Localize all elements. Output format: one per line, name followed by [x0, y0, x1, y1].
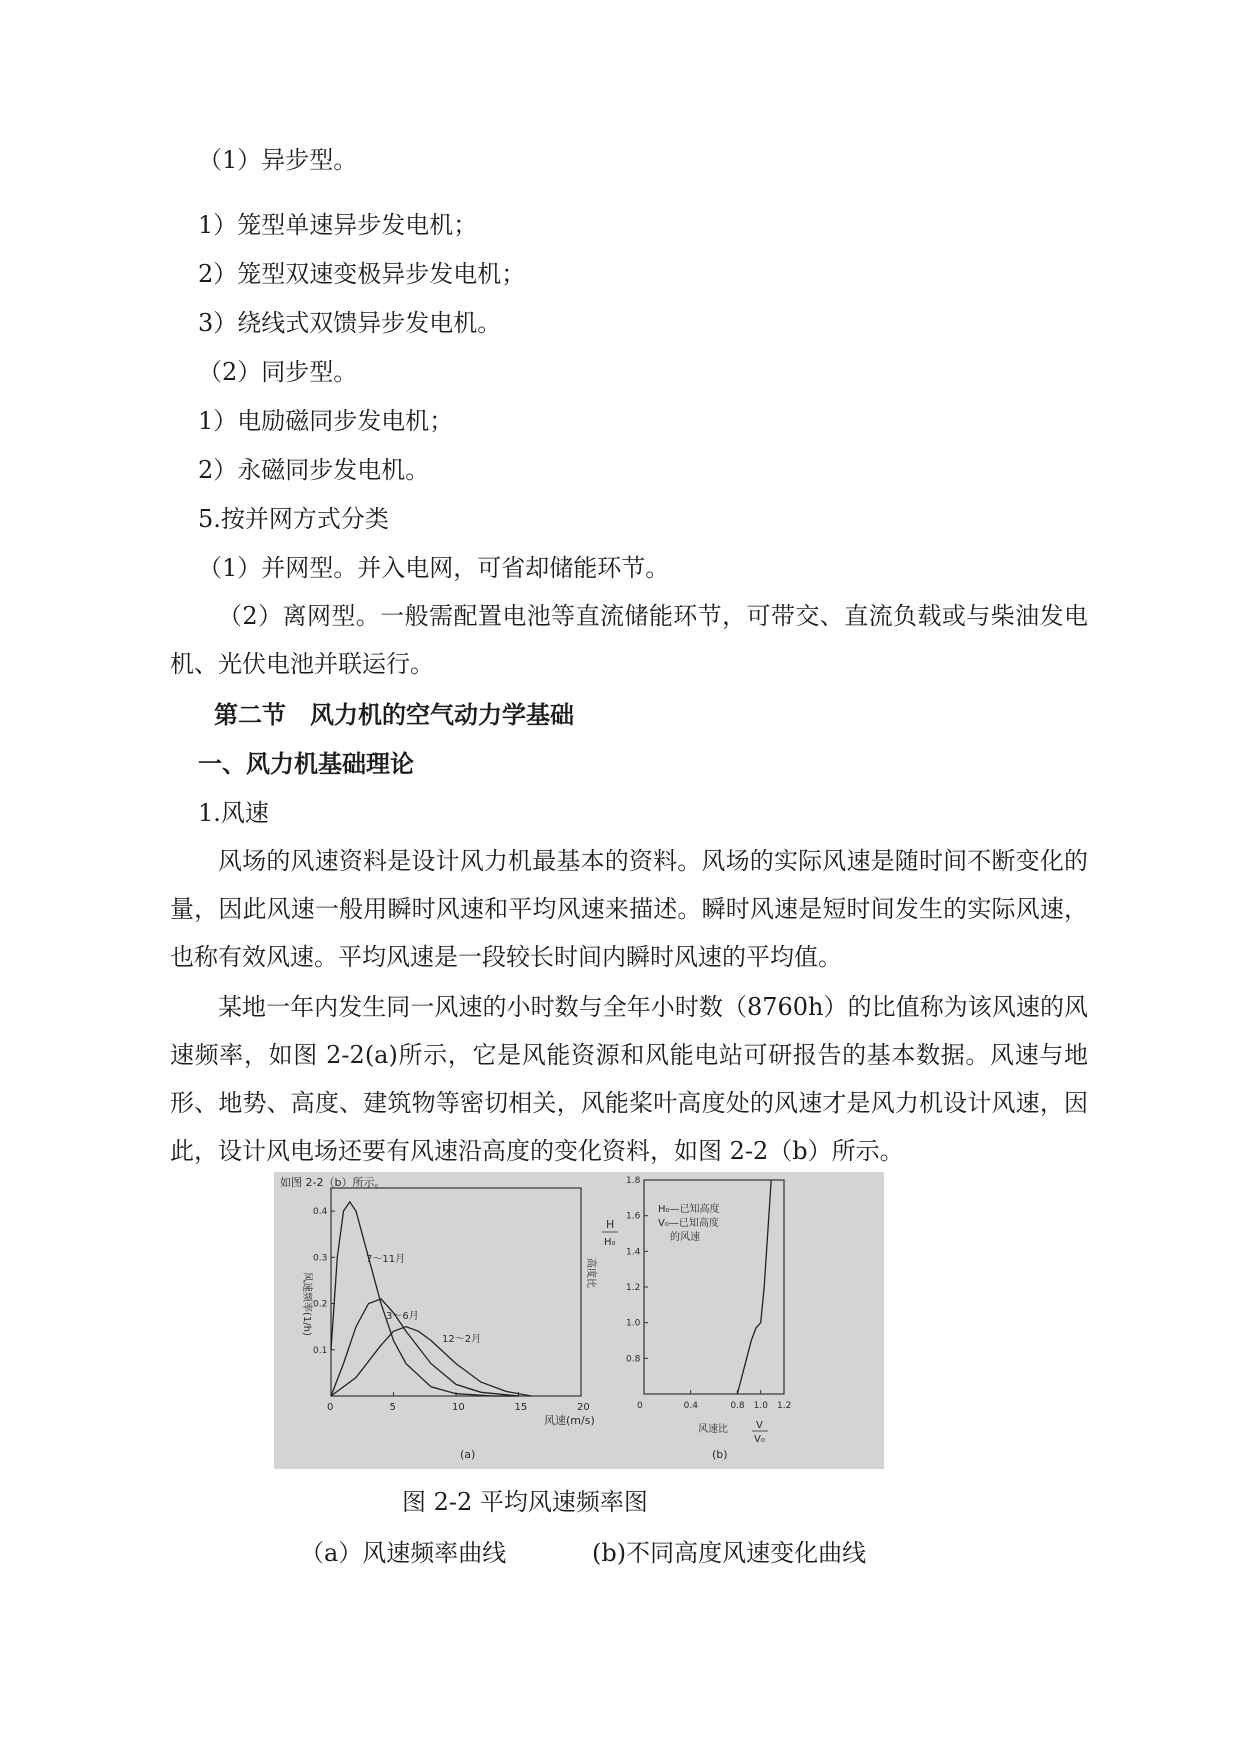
- line-wound-dfig: 3）绕线式双馈异步发电机。: [198, 309, 502, 337]
- line-grid-connected: （1）并网型。并入电网，可省却储能环节。: [198, 554, 670, 582]
- figure-subcaption-a: （a）风速频率曲线: [300, 1539, 507, 1567]
- panel-a-ytick-label: 0.2: [313, 1299, 328, 1310]
- line-off-grid: （2）离网型。一般需配置电池等直流储能环节，可带交、直流负载或与柴油发电机、光伏电池并联运行。: [170, 602, 1088, 678]
- panel-b-ytick-label: 1.4: [626, 1247, 641, 1258]
- figure-2-2-photo: [274, 1172, 884, 1469]
- line-electric-excitation: 1）电励磁同步发电机；: [198, 407, 454, 435]
- photo-header-text: 如图 2-2（b）所示。: [280, 1176, 386, 1189]
- panel-b-ytick-label: 1.6: [626, 1211, 641, 1222]
- panel-b-ytick-label: 0.8: [626, 1354, 641, 1365]
- line-async-type: （1）异步型。: [198, 146, 358, 174]
- curve-label-jul-nov: 7～11月: [366, 1254, 406, 1265]
- figure-caption: 图 2-2 平均风速频率图: [402, 1488, 648, 1516]
- panel-b-ytick-label: 1.0: [626, 1318, 641, 1329]
- curve-label-dec-feb: 12～2月: [442, 1334, 482, 1345]
- panel-a-label: (a): [460, 1448, 476, 1461]
- line-cage-single-speed: 1）笼型单速异步发电机；: [198, 211, 478, 239]
- curve-label-mar-jun: 3～6月: [386, 1311, 419, 1322]
- body-paragraph-2: 某地一年内发生同一风速的小时数与全年小时数（8760h）的比值称为该风速的风速频率，如图 2-2(a)所示，它是风能资源和风能电站可研报告的基本数据。风速与地形、地势、高度、建筑物等密切相关，风能桨叶高度处的风速才是风力机设计风速，因此，设计风电场还要有风速沿高度的变化资料，如图 2-2（b）所示。: [170, 993, 1088, 1165]
- panel-a-ytick-label: 0.3: [313, 1253, 328, 1264]
- panel-b-ytick-label: 1.8: [626, 1176, 641, 1186]
- item-wind-speed: 1.风速: [198, 799, 269, 827]
- panel-b-xtick-label: 1.0: [753, 1401, 768, 1411]
- line-cage-dual-speed: 2）笼型双速变极异步发电机；: [198, 260, 526, 288]
- panel-a-ytick-label: 0.4: [313, 1207, 328, 1218]
- panel-b-xtick-label: 1.2: [777, 1401, 792, 1411]
- panel-b-ratio-h0: H₀: [604, 1237, 616, 1248]
- panel-b-legend-2: V₀—已知高度: [658, 1218, 719, 1229]
- panel-a-xtick-label: 20: [577, 1402, 590, 1413]
- figure-subcaption-b: (b)不同高度风速变化曲线: [592, 1539, 867, 1567]
- panel-b-ylabel: 高度比: [585, 1258, 596, 1288]
- panel-b-legend-1: H₀—已知高度: [658, 1204, 720, 1215]
- line-permanent-magnet: 2）永磁同步发电机。: [198, 456, 430, 484]
- panel-b-ytick-label: 1.2: [626, 1283, 641, 1293]
- panel-b-legend-3: 的风速: [670, 1232, 700, 1243]
- line-sync-type: （2）同步型。: [198, 358, 358, 386]
- panel-b-xtick-label: 0.4: [683, 1401, 698, 1411]
- panel-b-xtick-label: 0: [637, 1401, 643, 1411]
- panel-a-ylabel: 风速频率(1/h): [301, 1272, 312, 1336]
- line-grid-classification: 5.按并网方式分类: [198, 505, 389, 533]
- panel-b-ratio-v: V: [756, 1420, 763, 1431]
- panel-b-ratio-v0: V₀: [754, 1434, 765, 1445]
- panel-a-xtick-label: 0: [327, 1402, 334, 1413]
- panel-b-xtick-label: 0.8: [730, 1401, 745, 1411]
- panel-a-xtick-label: 10: [452, 1402, 465, 1413]
- panel-a-ytick-label: 0.1: [313, 1345, 328, 1356]
- section-title: 第二节 风力机的空气动力学基础: [214, 701, 574, 729]
- section-subtitle: 一、风力机基础理论: [198, 750, 414, 778]
- body-paragraph-1: 风场的风速资料是设计风力机最基本的资料。风场的实际风速是随时间不断变化的量，因此风速一般用瞬时风速和平均风速来描述。瞬时风速是短时间发生的实际风速，也称有效风速。平均风速是一段较长时间内瞬时风速的平均值。: [170, 847, 1088, 971]
- panel-b-label: (b): [712, 1448, 728, 1461]
- panel-a-xtick-label: 15: [514, 1402, 528, 1413]
- panel-a-xlabel: 风速(m/s): [544, 1414, 595, 1427]
- panel-b-ratio-h: H: [606, 1218, 615, 1231]
- panel-a-xtick-label: 5: [389, 1402, 396, 1413]
- panel-b-xlabel: 风速比: [698, 1424, 728, 1435]
- figure-svg: [274, 1172, 884, 1469]
